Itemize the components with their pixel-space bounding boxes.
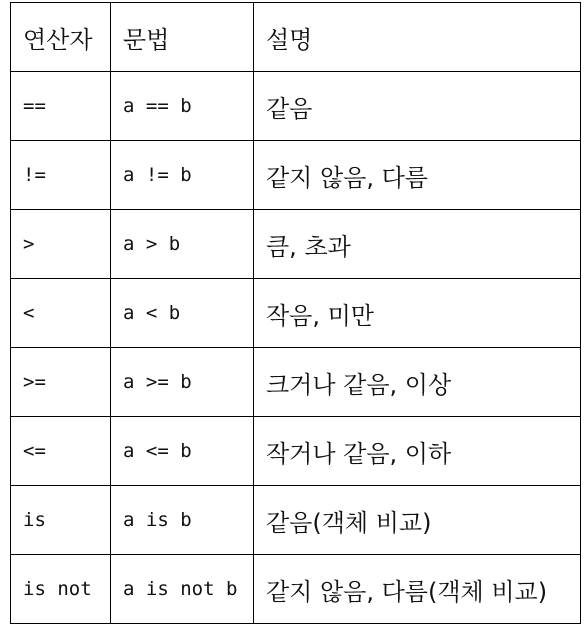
table-row: [11, 348, 581, 417]
description-cell: 작거나 같음, 이하: [254, 417, 581, 486]
description-cell: 크거나 같음, 이상: [254, 348, 581, 417]
table-row: [11, 210, 581, 279]
table-row: [11, 279, 581, 348]
header-syntax: 문법: [111, 3, 254, 72]
syntax-cell: a <= b: [111, 417, 254, 486]
operator-cell: >=: [11, 348, 111, 417]
description-cell: 같지 않음, 다름(객체 비교): [254, 555, 581, 624]
operator-cell: <: [11, 279, 111, 348]
comparison-operators-table: [10, 2, 581, 624]
operator-cell: is: [11, 486, 111, 555]
operator-cell: !=: [11, 141, 111, 210]
syntax-cell: a != b: [111, 141, 254, 210]
operator-cell: is not: [11, 555, 111, 624]
description-cell: 같음(객체 비교): [254, 486, 581, 555]
description-cell: 큼, 초과: [254, 210, 581, 279]
header-operator: 연산자: [11, 3, 111, 72]
operator-cell: <=: [11, 417, 111, 486]
table-row: [11, 555, 581, 624]
description-cell: 작음, 미만: [254, 279, 581, 348]
syntax-cell: a < b: [111, 279, 254, 348]
syntax-cell: a > b: [111, 210, 254, 279]
table-row: [11, 141, 581, 210]
table-row: [11, 72, 581, 141]
table-header-row: [11, 3, 581, 72]
operator-cell: ==: [11, 72, 111, 141]
description-cell: 같지 않음, 다름: [254, 141, 581, 210]
table-row: [11, 417, 581, 486]
syntax-cell: a is b: [111, 486, 254, 555]
syntax-cell: a is not b: [111, 555, 254, 624]
operator-cell: >: [11, 210, 111, 279]
table-row: [11, 486, 581, 555]
syntax-cell: a >= b: [111, 348, 254, 417]
description-cell: 같음: [254, 72, 581, 141]
syntax-cell: a == b: [111, 72, 254, 141]
header-description: 설명: [254, 3, 581, 72]
